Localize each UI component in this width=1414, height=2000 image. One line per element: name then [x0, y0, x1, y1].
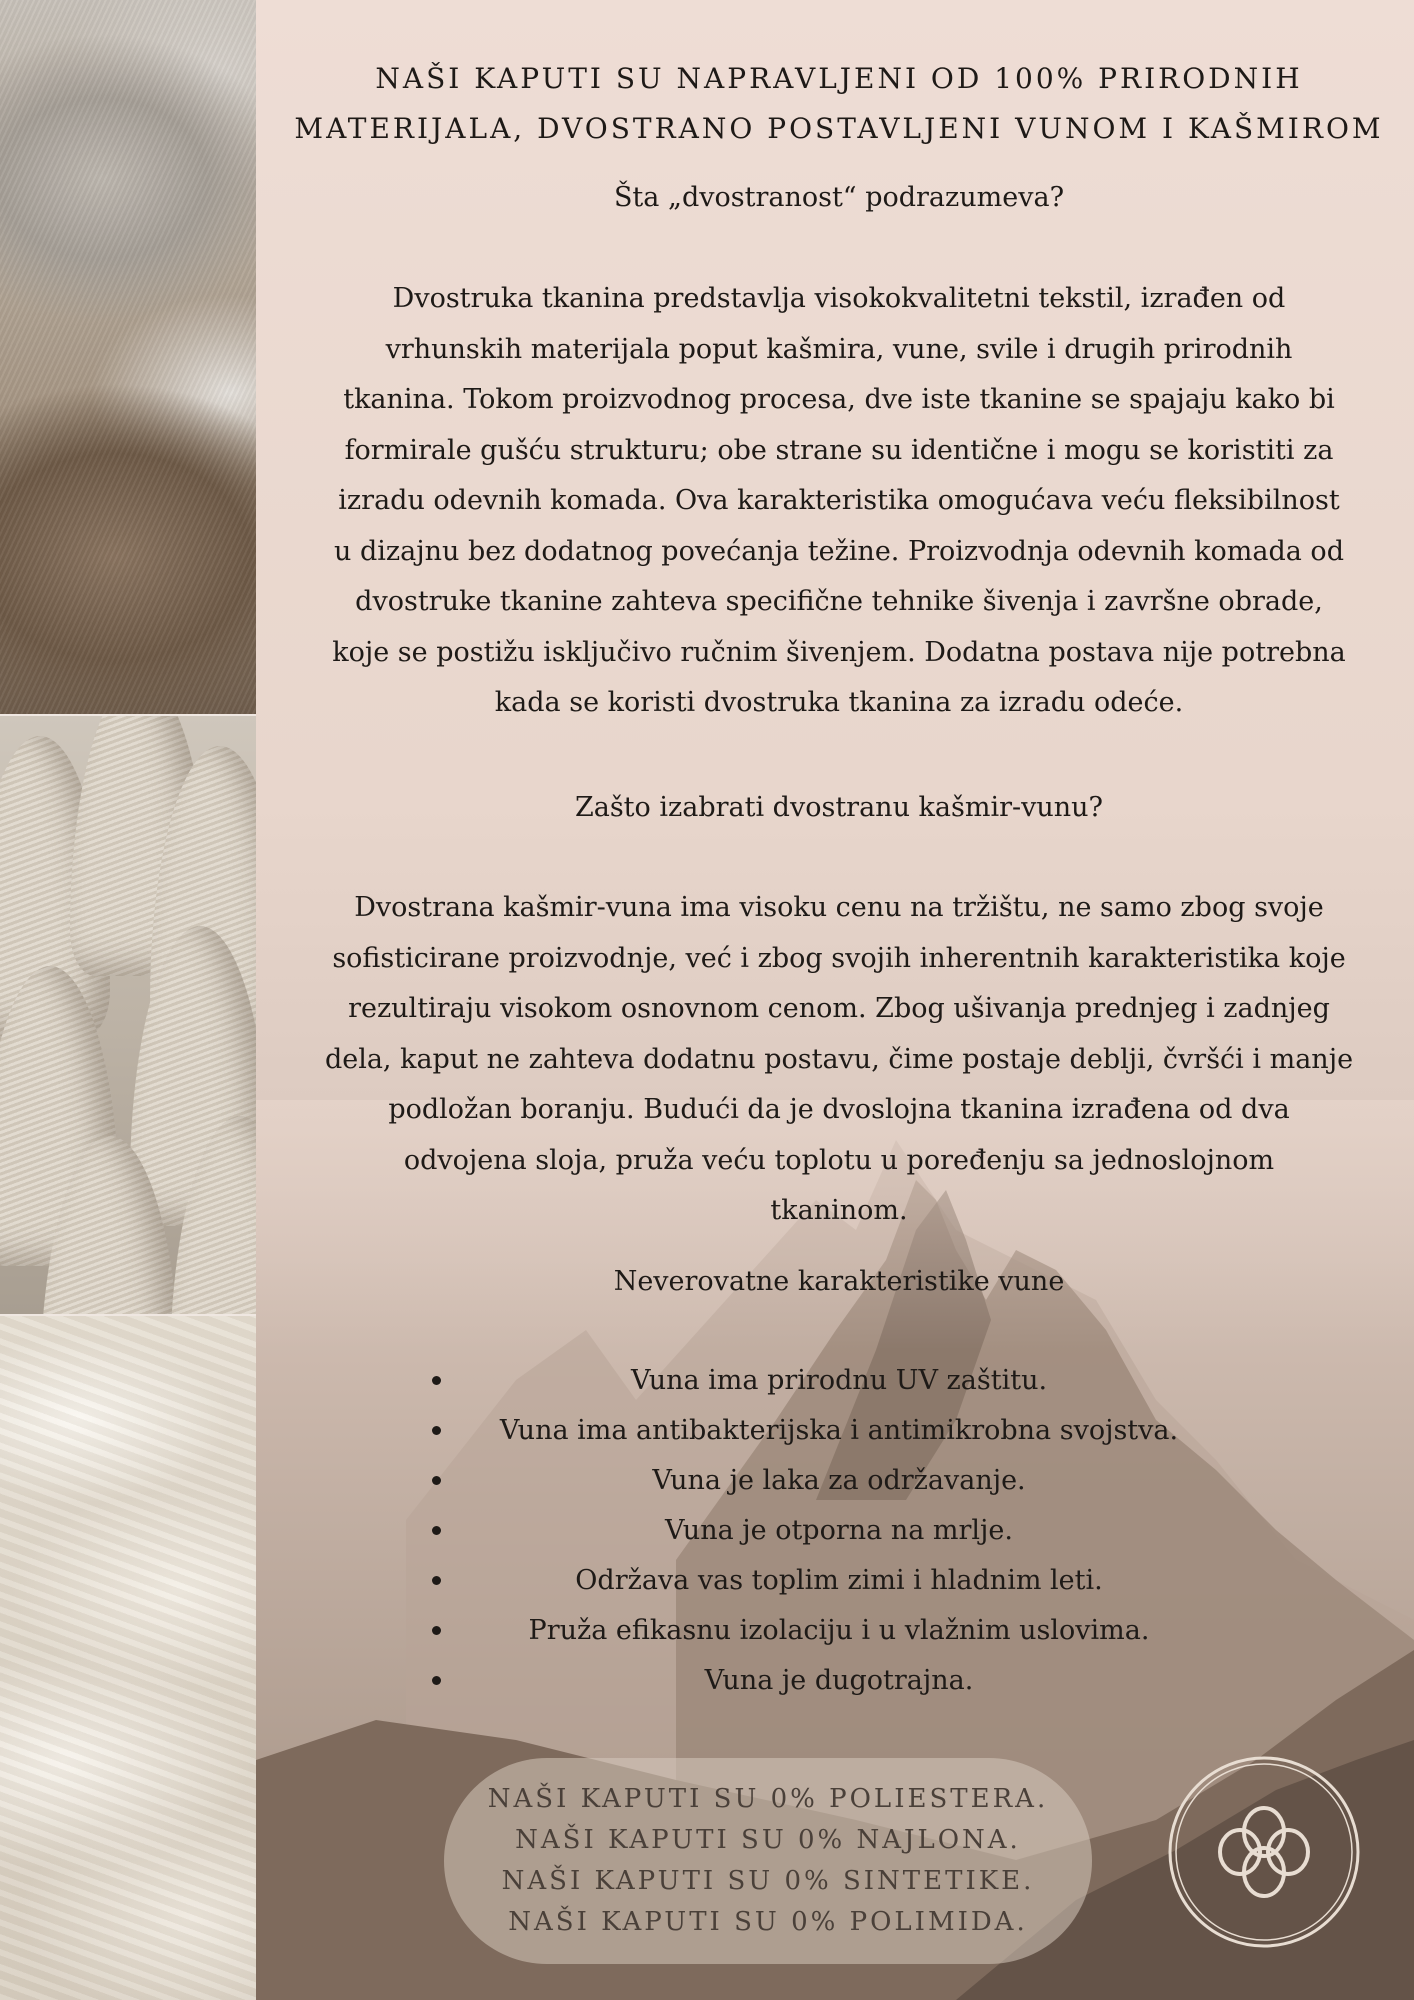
white-wool-roving-photo	[0, 1316, 256, 2000]
paragraph-line: tkaninom.	[770, 1195, 908, 1226]
yarn-cones-photo	[0, 716, 256, 1314]
paragraph-line: Dvostruka tkanina predstavlja visokokvalitetni tekstil, izrađen od	[392, 283, 1286, 314]
paragraph-line: kada se koristi dvostruka tkanina za izradu odeće.	[494, 687, 1184, 718]
section-title-dvostranost: Šta „dvostranost“ podrazumeva?	[613, 182, 1065, 213]
list-item: Vuna ima antibakterijska i antimikrobna svojstva.	[280, 1406, 1398, 1456]
paragraph-line: dvostruke tkanine zahteva specifične tehnike šivenja i završne obrade,	[355, 586, 1323, 617]
list-item: Održava vas toplim zimi i hladnim leti.	[280, 1556, 1398, 1606]
wool-fibers-photo	[0, 0, 256, 714]
paragraph-line: formirale gušću strukturu; obe strane su identične i mogu se koristiti za	[344, 434, 1334, 466]
heading-line: MATERIJALA, DVOSTRANO POSTAVLJENI VUNOM I KAŠMIROM	[294, 112, 1384, 145]
paragraph-line: u dizajnu bez dodatnog povećanja težine. Proizvodnja odevnih komada od	[334, 535, 1344, 567]
paragraph-line: dela, kaput ne zahteva dodatnu postavu, čime postaje deblji, čvršći i manje	[324, 1043, 1354, 1075]
badge-line: NAŠI KAPUTI SU 0% POLIMIDA.	[508, 1907, 1028, 1937]
badge-line: NAŠI KAPUTI SU 0% NAJLONA.	[515, 1825, 1021, 1855]
image-strip	[0, 0, 256, 2000]
paragraph-line: izradu odevnih komada. Ova karakteristika omogućava veću fleksibilnost	[338, 485, 1340, 516]
list-item: Vuna je dugotrajna.	[280, 1656, 1398, 1706]
paragraph-line: Dvostrana kašmir-vuna ima visoku cenu na tržištu, ne samo zbog svoje	[354, 892, 1324, 923]
wool-features-list	[280, 1356, 1398, 1706]
paragraph-line: sofisticirane proizvodnje, već i zbog svojih inherentnih karakteristika koje	[332, 942, 1346, 974]
paragraph-line: odvojena sloja, pruža veću toplotu u poređenju sa jednoslojnom	[403, 1144, 1275, 1176]
heading-line: NAŠI KAPUTI SU NAPRAVLJENI OD 100% PRIRODNIH	[375, 62, 1303, 95]
dvostranost-paragraph	[290, 274, 1388, 729]
paragraph-line: podložan boranju. Budući da je dvoslojna tkanina izrađena od dva	[388, 1094, 1290, 1125]
section-title-vuna: Neverovatne karakteristike vune	[613, 1266, 1065, 1297]
brand-logo-icon	[1166, 1754, 1362, 1950]
badge-line: NAŠI KAPUTI SU 0% SINTETIKE.	[501, 1866, 1035, 1896]
zero-synthetics-badge	[444, 1758, 1092, 1964]
badge-line: NAŠI KAPUTI SU 0% POLIESTERA.	[487, 1784, 1049, 1814]
kasmir-paragraph	[290, 883, 1388, 1237]
list-item: Vuna je laka za održavanje.	[280, 1456, 1398, 1506]
list-item: Vuna je otporna na mrlje.	[280, 1506, 1398, 1556]
main-heading	[280, 54, 1398, 154]
paragraph-line: koje se postižu isključivo ručnim šivenjem. Dodatna postava nije potrebna	[332, 636, 1346, 668]
list-item: Pruža efikasnu izolaciju i u vlažnim uslovima.	[280, 1606, 1398, 1656]
paragraph-line: rezultiraju visokom osnovnom cenom. Zbog ušivanja prednjeg i zadnjeg	[348, 993, 1330, 1024]
paragraph-line: vrhunskih materijala poput kašmira, vune, svile i drugih prirodnih	[385, 333, 1293, 365]
list-item: Vuna ima prirodnu UV zaštitu.	[280, 1356, 1398, 1406]
paragraph-line: tkanina. Tokom proizvodnog procesa, dve iste tkanine se spajaju kako bi	[343, 384, 1335, 415]
section-title-kasmir: Zašto izabrati dvostranu kašmir-vunu?	[574, 792, 1104, 823]
